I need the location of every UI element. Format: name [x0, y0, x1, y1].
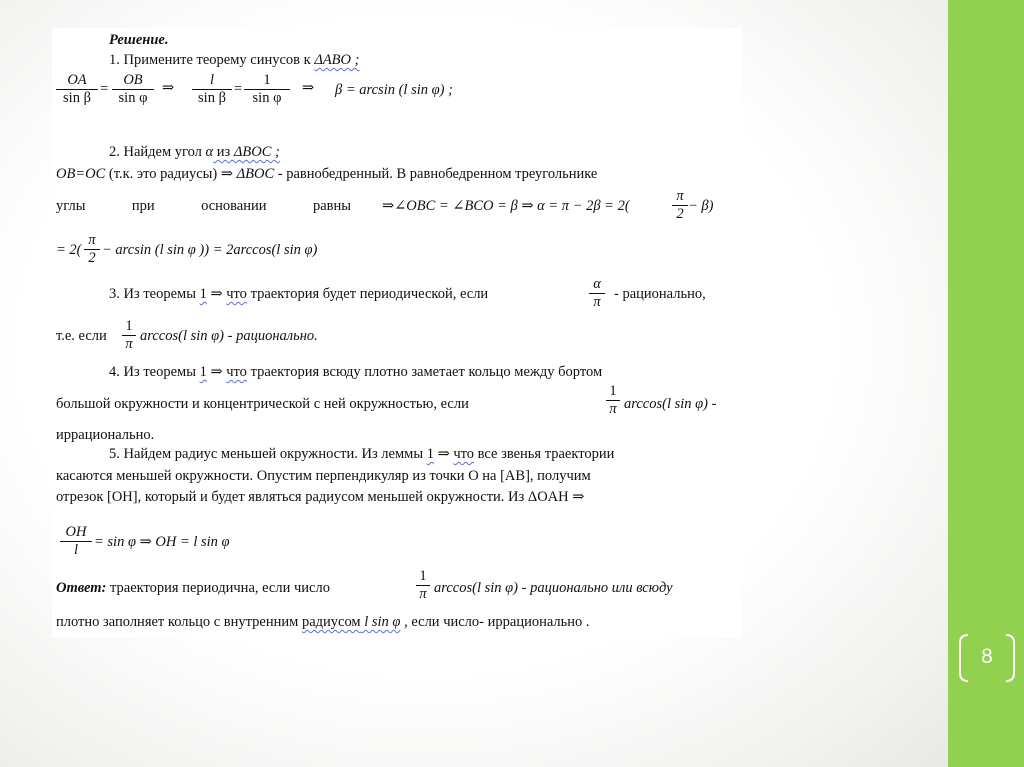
frac-oa-sinb: $\frac{OA}{\text{sin β}}$ [56, 72, 98, 107]
s5-line3: отрезок [OH], который и будет являться радиусом меньшей окружности. Из ΔOAH ⇒ [56, 489, 585, 505]
s2-line1: 2. Найдем угол α из ΔBOC ; [109, 144, 280, 160]
s4-line3: иррационально. [56, 427, 155, 443]
frac-1-pi-a: $\frac{1}{\pi}$ [122, 318, 136, 353]
s4-line1: 4. Из теоремы 1 ⇒ что траектория всюду плотно заметает кольцо между бортом [109, 364, 603, 380]
s3-line2-tail: arccos(l sin φ) - рационально. [140, 328, 318, 344]
s3-line1-tail: - рационально, [614, 286, 706, 302]
frac-oh-l: $\frac{OH}{l}$ [60, 524, 92, 559]
document-image [52, 28, 742, 638]
s2-line3-words: углы при основании равны [56, 198, 351, 214]
beta-result: β = arcsin (l sin φ) ; [335, 82, 453, 98]
frac-1-pi-b: $\frac{1}{\pi}$ [606, 383, 620, 418]
s4-line2-tail: arccos(l sin φ) - [624, 396, 717, 412]
s2-line4-start: = 2( [56, 242, 82, 258]
s2-line3-tail: − β) [688, 198, 714, 214]
s2-line3-expr: ⇒∠OBC = ∠BCO = β ⇒ α = π − 2β = 2( [382, 198, 630, 214]
frac-1-pi-c: $\frac{1}{\pi}$ [416, 568, 430, 603]
s5-equation: = sin φ ⇒ OH = l sin φ [94, 534, 230, 550]
implies-1: ⇒ [162, 80, 175, 96]
heading: Решение. [109, 32, 169, 48]
s5-line2: касаются меньшей окружности. Опустим перпендикуляр из точки O на [AB], получим [56, 468, 591, 484]
frac-pi-2-a: $\frac{\pi}{2}$ [672, 188, 688, 223]
equals-1: = [100, 81, 109, 97]
frac-l-sinb: $\frac{l}{\text{sin β}}$ [192, 72, 232, 107]
answer-line2: плотно заполняет кольцо с внутренним радиусом l sin φ , если число- иррационально . [56, 614, 590, 630]
s3-line1: 3. Из теоремы 1 ⇒ что траектория будет периодической, если [109, 286, 489, 302]
frac-alpha-pi: $\frac{\alpha}{\pi}$ [589, 276, 605, 311]
s4-line2-start: большой окружности и концентрической с ней окружностью, если [56, 396, 469, 412]
frac-1-sinf: $\frac{1}{\text{sin φ}}$ [244, 72, 290, 107]
page-number: 8 [981, 645, 993, 668]
equals-2: = [234, 81, 243, 97]
s2-line2: OB=OC (т.к. это радиусы) ⇒ ΔBOC - равнобедренный. В равнобедренном треугольнике [56, 166, 598, 182]
s1-line1: 1. Примените теорему синусов к ΔABO ; [109, 52, 360, 68]
frac-pi-2-b: $\frac{\pi}{2}$ [84, 232, 100, 267]
answer-line1-start: Ответ: траектория периодична, если число [56, 580, 330, 596]
page-number-badge [958, 633, 1016, 683]
triangle-abo: ΔABO ; [314, 52, 360, 68]
answer-line1-tail: arccos(l sin φ) - рационально или всюду [434, 580, 673, 596]
frac-ob-sinf: $\frac{OB}{\text{sin φ}}$ [112, 72, 154, 107]
s2-line4-tail: − arcsin (l sin φ )) = 2arccos(l sin φ) [102, 242, 318, 258]
s3-line2-start: т.е. если [56, 328, 107, 344]
implies-2: ⇒ [302, 80, 315, 96]
s5-line1: 5. Найдем радиус меньшей окружности. Из леммы 1 ⇒ что все звенья траектории [109, 446, 615, 462]
